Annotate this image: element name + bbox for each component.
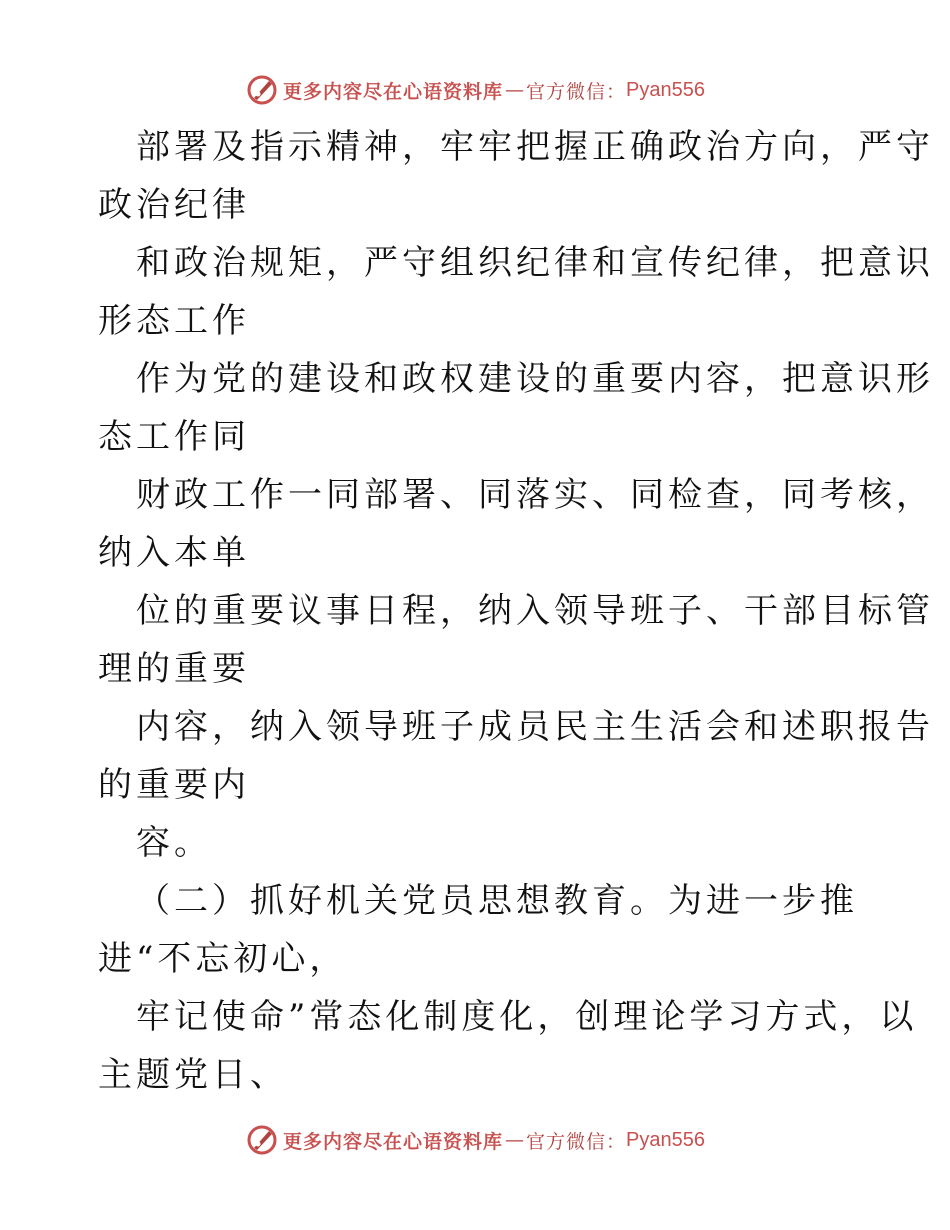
text-line-13: 容。 — [136, 823, 212, 863]
footer-banner-text: 更多内容尽在心语资料库 — [283, 1130, 504, 1153]
text-line-11: 内容，纳入领导班子成员民主生活会和述职报告 — [136, 707, 934, 747]
document-body — [98, 118, 934, 1104]
text-line-8: 纳入本单 — [98, 533, 250, 573]
header-banner-dash: — — [505, 79, 525, 101]
text-line-4: 形态工作 — [98, 301, 250, 341]
text-line-17: 主题党日、 — [98, 1055, 288, 1095]
pen-nib-logo-icon — [245, 1123, 279, 1157]
header-wechat-label: 官方微信： — [526, 80, 627, 103]
text-line-15: 进“不忘初心， — [98, 939, 348, 979]
text-line-5: 作为党的建设和政权建设的重要内容，把意识形 — [136, 359, 934, 399]
header-wechat-id: Pyan556 — [626, 78, 705, 101]
pen-nib-logo-icon — [245, 73, 279, 107]
text-line-14: （二）抓好机关党员思想教育。为进一步推 — [136, 881, 858, 921]
footer-banner-dash: — — [505, 1129, 525, 1151]
text-line-10: 理的重要 — [98, 649, 250, 689]
text-line-2: 政治纪律 — [98, 185, 250, 225]
text-line-12: 的重要内 — [98, 765, 250, 805]
header-banner-text: 更多内容尽在心语资料库 — [283, 80, 504, 103]
text-line-1: 部署及指示精神，牢牢把握正确政治方向，严守 — [136, 127, 934, 167]
text-line-9: 位的重要议事日程，纳入领导班子、干部目标管 — [136, 591, 934, 631]
text-line-3: 和政治规矩，严守组织纪律和宣传纪律，把意识 — [136, 243, 934, 283]
footer-wechat-label: 官方微信： — [526, 1130, 627, 1153]
text-line-6: 态工作同 — [98, 417, 250, 457]
footer-wechat-id: Pyan556 — [626, 1128, 705, 1151]
header-banner — [0, 70, 950, 110]
text-line-7: 财政工作一同部署、同落实、同检查，同考核， — [136, 475, 934, 515]
text-line-16: 牢记使命”常态化制度化，创理论学习方式，以 — [136, 997, 918, 1037]
footer-banner — [0, 1120, 950, 1160]
